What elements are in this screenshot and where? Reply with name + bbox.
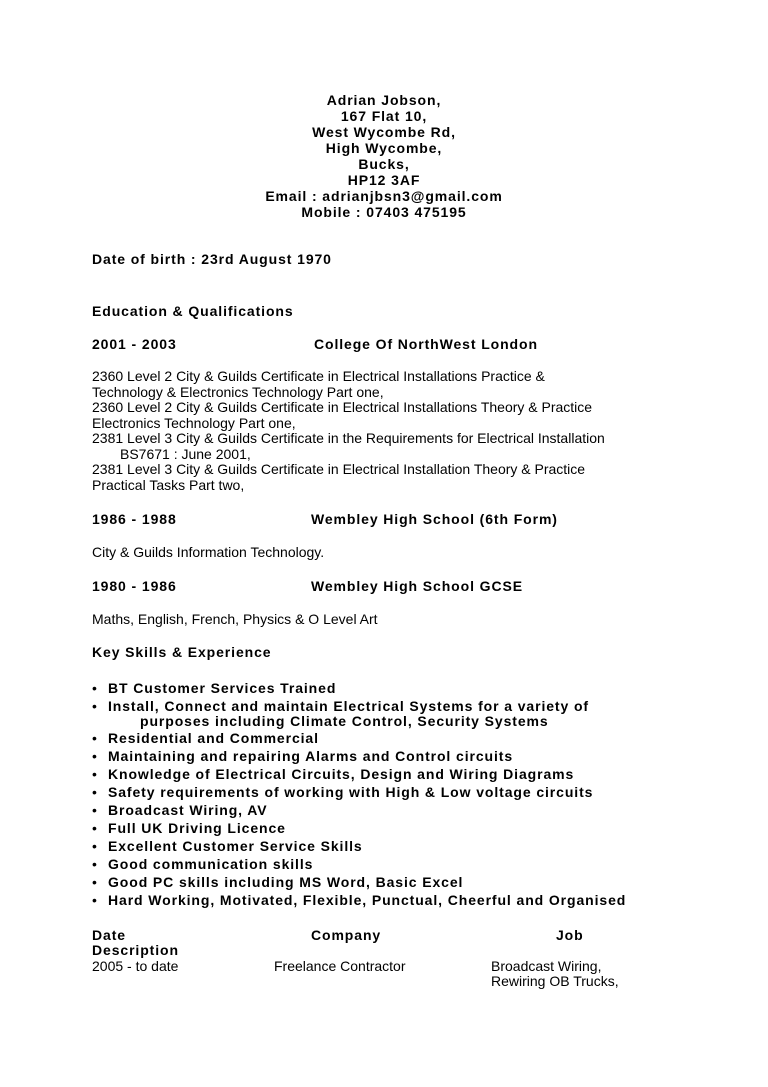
bullet-icon: •	[92, 856, 98, 872]
applicant-name: Adrian Jobson,	[326, 92, 442, 108]
skill-item: • BT Customer Services Trained	[92, 680, 337, 696]
employment-company: Freelance Contractor	[274, 958, 406, 974]
qualification-line: Electronics Technology Part one,	[92, 414, 296, 431]
bullet-icon: •	[92, 766, 98, 782]
employment-job-line-1: Broadcast Wiring,	[491, 958, 602, 974]
education-heading: Education & Qualifications	[92, 303, 294, 319]
employment-col-job: Job	[556, 927, 584, 943]
education-details-1	[92, 369, 692, 493]
address-line-2: West Wycombe Rd,	[312, 124, 456, 140]
email: Email : adrianjbsn3@gmail.com	[265, 188, 503, 204]
bullet-icon: •	[92, 748, 98, 764]
qualification-line: 2360 Level 2 City & Guilds Certificate in Electrical Installations Theory & Practice	[92, 399, 593, 415]
skill-item: • Maintaining and repairing Alarms and Control circuits	[92, 748, 514, 764]
address-line-3: High Wycombe,	[325, 140, 443, 156]
bullet-icon: •	[92, 802, 98, 818]
skill-item: • Good PC skills including MS Word, Basic Excel	[92, 874, 464, 890]
skill-item: • Knowledge of Electrical Circuits, Design and Wiring Diagrams	[92, 766, 575, 782]
skill-item: • Good communication skills	[92, 856, 314, 872]
skill-item: • Install, Connect and maintain Electrical Systems for a variety of purposes including Climate Control, Security Systems	[92, 697, 712, 729]
bullet-icon: •	[92, 680, 98, 696]
skill-item: • Excellent Customer Service Skills	[92, 838, 363, 854]
education-institution-1: College Of NorthWest London	[314, 336, 538, 352]
date-of-birth: Date of birth : 23rd August 1970	[92, 251, 332, 267]
qualification-line: Technology & Electronics Technology Part one,	[92, 383, 384, 400]
bullet-icon: •	[92, 820, 98, 836]
bullet-icon: •	[92, 730, 98, 746]
skill-item: • Residential and Commercial	[92, 730, 319, 746]
postcode: HP12 3AF	[347, 172, 421, 188]
education-institution-2: Wembley High School (6th Form)	[311, 511, 558, 527]
skills-heading: Key Skills & Experience	[92, 644, 272, 660]
address-line-1: 167 Flat 10,	[340, 108, 428, 124]
mobile: Mobile : 07403 475195	[301, 204, 467, 220]
qualification-line: BS7671 : June 2001,	[120, 445, 251, 462]
bullet-icon: •	[92, 784, 98, 800]
skill-item: • Safety requirements of working with High & Low voltage circuits	[92, 784, 594, 800]
bullet-icon: •	[92, 698, 98, 714]
education-details-3: Maths, English, French, Physics & O Level Art	[92, 611, 378, 627]
education-details-2: City & Guilds Information Technology.	[92, 544, 325, 560]
education-institution-3: Wembley High School GCSE	[311, 578, 523, 594]
skills-list	[92, 679, 712, 909]
bullet-icon: •	[92, 838, 98, 854]
employment-date: 2005 - to date	[92, 958, 179, 974]
bullet-icon: •	[92, 892, 98, 908]
education-years-1: 2001 - 2003	[92, 336, 177, 352]
employment-col-date: Date	[92, 927, 126, 943]
education-years-3: 1980 - 1986	[92, 578, 177, 594]
qualification-line: Practical Tasks Part two,	[92, 476, 245, 493]
employment-job-line-2: Rewiring OB Trucks,	[491, 973, 619, 989]
skill-item-continuation: purposes including Climate Control, Security Systems	[140, 713, 549, 729]
employment-col-company: Company	[311, 927, 382, 943]
address-line-4: Bucks,	[358, 156, 410, 172]
skill-item: • Full UK Driving Licence	[92, 820, 286, 836]
bullet-icon: •	[92, 874, 98, 890]
skill-item: • Hard Working, Motivated, Flexible, Punctual, Cheerful and Organised	[92, 892, 627, 908]
qualification-line: 2381 Level 3 City & Guilds Certificate in Electrical Installation Theory & Practice	[92, 461, 586, 477]
employment-col-description: Description	[92, 942, 179, 958]
education-years-2: 1986 - 1988	[92, 511, 177, 527]
qualification-line: 2360 Level 2 City & Guilds Certificate in Electrical Installations Practice &	[92, 368, 545, 384]
qualification-line: 2381 Level 3 City & Guilds Certificate in the Requirements for Electrical Installation	[92, 430, 605, 446]
contact-header	[0, 92, 768, 220]
skill-item: • Broadcast Wiring, AV	[92, 802, 268, 818]
